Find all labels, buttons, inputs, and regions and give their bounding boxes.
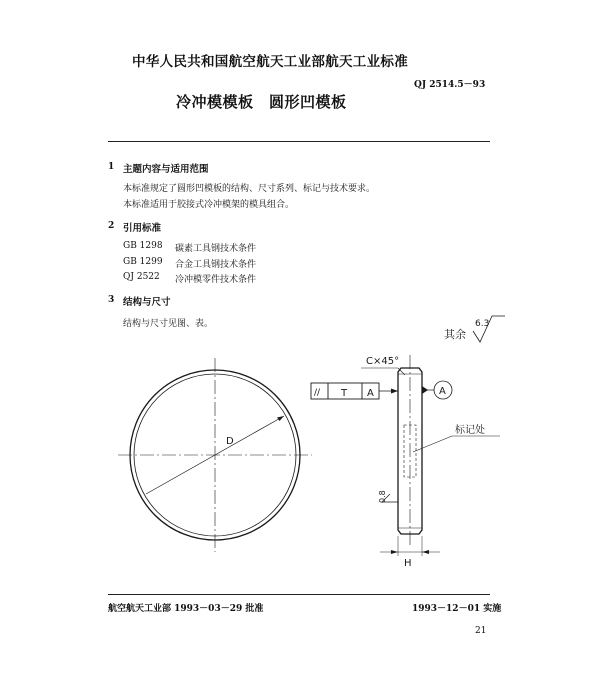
- section-1-title: 主题内容与适用范围: [123, 164, 209, 175]
- chamfer-label: C×45°: [366, 356, 400, 367]
- reference-code: GB 1298: [123, 241, 163, 251]
- section-3-title: 结构与尺寸: [123, 297, 171, 308]
- diameter-label: D: [226, 436, 234, 447]
- reference-code: GB 1299: [123, 257, 163, 267]
- page-number: 21: [475, 626, 487, 636]
- datum-label: A: [439, 386, 446, 397]
- header-organization: 中华人民共和国航空航天工业部航天工业标准: [132, 54, 408, 70]
- roughness-value: 6.3: [475, 319, 490, 329]
- section-1-paragraph-2: 本标准适用于胶接式冷冲模架的模具组合。: [123, 200, 295, 210]
- height-arrow-right: [422, 550, 429, 554]
- marking-label: 标记处: [455, 425, 485, 436]
- implementation-date: 1993－12－01 实施: [412, 604, 502, 614]
- height-arrow-left: [391, 550, 398, 554]
- tolerance-symbol: //: [314, 388, 321, 398]
- roughness-label: 其余: [444, 328, 466, 341]
- height-label: H: [404, 558, 412, 569]
- approval-date: 航空航天工业部 1993－03－29 批准: [108, 604, 264, 614]
- section-3-paragraph: 结构与尺寸见图、表。: [123, 319, 214, 329]
- marking-leader: [413, 436, 452, 452]
- reference-code: QJ 2522: [123, 272, 160, 282]
- section-1-number: 1: [108, 162, 115, 172]
- section-2-title: 引用标准: [123, 223, 162, 234]
- plan-view: [118, 358, 312, 552]
- footer-rule: [108, 594, 490, 595]
- tolerance-arrow: [391, 389, 398, 394]
- standard-code: QJ 2514.5－93: [414, 80, 486, 90]
- section-3-number: 3: [108, 295, 115, 305]
- section-2-number: 2: [108, 221, 115, 231]
- reference-name: 碳素工具钢技术条件: [175, 244, 257, 254]
- reference-name: 冷冲模零件技术条件: [175, 275, 257, 285]
- section-1-paragraph-1: 本标准规定了圆形凹模板的结构、尺寸系列、标记与技术要求。: [123, 184, 376, 194]
- diameter-arrow: [277, 416, 284, 421]
- datum-triangle: [422, 386, 428, 394]
- side-view: [361, 355, 500, 556]
- document-title: 冷冲模模板 圆形凹模板: [176, 93, 347, 111]
- tolerance-datum: A: [367, 388, 374, 399]
- side-roughness-value: 0.8: [378, 490, 387, 503]
- tolerance-frame: [311, 383, 398, 399]
- tolerance-value: T: [341, 388, 348, 399]
- reference-name: 合金工具钢技术条件: [175, 260, 257, 270]
